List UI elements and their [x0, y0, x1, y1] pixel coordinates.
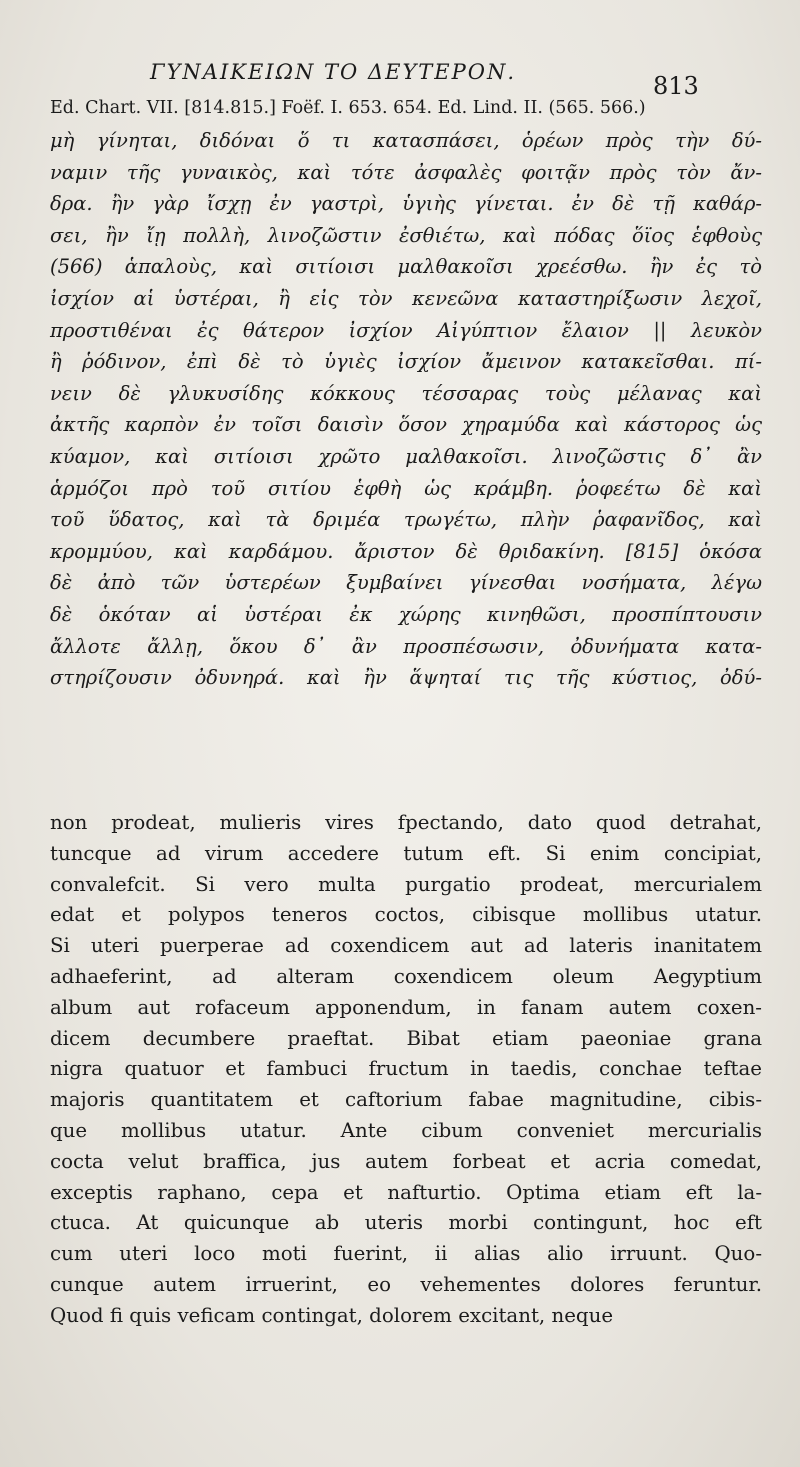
- latin-line: non prodeat, mulieris vires fpectando, dato quod detrahat,: [50, 811, 762, 834]
- latin-line: majoris quantitatem et caftorium fabae magnitudine, cibis-: [50, 1088, 762, 1112]
- greek-line: ἰσχίον αἱ ὑστέραι, ἢ εἰς τὸν κενεῶνα καταστηρίξωσιν λεχοῖ,: [50, 286, 762, 310]
- greek-line: νειν δὲ γλυκυσίδης κόκκους τέσσαρας τοὺς μέλανας καὶ: [50, 381, 762, 405]
- latin-line: nigra quatuor et fambuci fructum in taedis, conchae teftae: [50, 1057, 762, 1081]
- latin-text-block: [50, 808, 762, 1332]
- greek-line: στηρίζουσιν ὀδυνηρά. καὶ ἢν ἅψηταί τις τῆς κύστιος, ὀδύ-: [50, 666, 762, 690]
- latin-line: tuncque ad virum accedere tutum eft. Si enim concipiat,: [50, 841, 762, 865]
- greek-line: προστιθέναι ἐς θάτερον ἰσχίον Αἰγύπτιον ἔλαιον || λευκὸν: [50, 318, 762, 342]
- latin-line: edat et polypos teneros coctos, cibisque mollibus utatur.: [50, 903, 762, 927]
- greek-line: (566) ἁπαλοὺς, καὶ σιτίοισι μαλθακοῖσι χρεέσθω. ἢν ἐς τὸ: [50, 255, 762, 279]
- greek-text-block: [50, 125, 762, 694]
- latin-line: cocta velut braffica, jus autem forbeat et acria comedat,: [50, 1149, 762, 1173]
- latin-line: ctuca. At quicunque ab uteris morbi contingunt, hoc eft: [50, 1211, 762, 1235]
- greek-line: δὲ ὁκόταν αἱ ὑστέραι ἐκ χώρης κινηθῶσι, προσπίπτουσιν: [50, 602, 762, 626]
- latin-line: Si uteri puerperae ad coxendicem aut ad lateris inanitatem: [50, 934, 762, 958]
- greek-line: δρα. ἢν γὰρ ἴσχῃ ἐν γαστρὶ, ὑγιὴς γίνεται. ἐν δὲ τῇ καθάρ-: [50, 192, 762, 216]
- latin-line: exceptis raphano, cepa et nafturtio. Optima etiam eft la-: [50, 1180, 762, 1204]
- greek-line: ἀκτῆς καρπὸν ἐν τοῖσι δαισὶν ὅσον χηραμύδα καὶ κάστορος ὡς: [50, 413, 762, 437]
- greek-line: ναμιν τῆς γυναικὸς, καὶ τότε ἀσφαλὲς φοιτᾷν πρὸς τὸν ἄν-: [50, 160, 762, 184]
- page-number: 813: [653, 72, 699, 100]
- latin-line: dicem decumbere praeftat. Bibat etiam paeoniae grana: [50, 1026, 762, 1050]
- latin-line: adhaeferint, ad alteram coxendicem oleum Aegyptium: [50, 964, 762, 988]
- greek-line: τοῦ ὕδατος, καὶ τὰ δριμέα τρωγέτω, πλὴν ῥαφανῖδος, καὶ: [50, 508, 762, 532]
- greek-line: ἁρμόζοι πρὸ τοῦ σιτίου ἑφθὴ ὡς κράμβη. ῥοφεέτω δὲ καὶ: [50, 476, 762, 500]
- latin-line: que mollibus utatur. Ante cibum conveniet mercurialis: [50, 1118, 762, 1142]
- greek-line: ἄλλοτε ἄλλῃ, ὅκου δ᾽ ἂν προσπέσωσιν, ὀδυνήματα κατα-: [50, 634, 762, 658]
- greek-line: κρομμύου, καὶ καρδάμου. ἄριστον δὲ θριδακίνη. [815] ὁκόσα: [50, 539, 762, 563]
- greek-line: κύαμον, καὶ σιτίοισι χρῶτο μαλθακοῖσι. λινοζῶστις δ᾽ ἂν: [50, 444, 762, 468]
- latin-line: album aut rofaceum apponendum, in fanam autem coxen-: [50, 995, 762, 1019]
- greek-line: σει, ἢν ἴῃ πολλὴ, λινοζῶστιν ἐσθιέτω, καὶ πόδας ὅϊος ἑφθοὺς: [50, 223, 762, 247]
- latin-line: convalefcit. Si vero multa purgatio prodeat, mercurialem: [50, 872, 762, 896]
- latin-line: Quod fi quis veficam contingat, dolorem excitant, neque: [50, 1303, 614, 1327]
- latin-line: cum uteri loco moti fuerint, ii alias alio irruunt. Quo-: [50, 1242, 762, 1266]
- running-title: ΓΥΝΑΙΚΕΙΩΝ ΤΟ ΔΕΥΤΕΡΟΝ.: [150, 60, 517, 84]
- greek-line: δὲ ἀπὸ τῶν ὑστερέων ξυμβαίνει γίνεσθαι νοσήματα, λέγω: [50, 571, 762, 595]
- latin-line: cunque autem irruerint, eo vehementes dolores feruntur.: [50, 1272, 762, 1296]
- edition-reference-line: Ed. Chart. VII. [814.815.] Foëf. I. 653. 654. Ed. Lind. II. (565. 566.): [50, 98, 646, 118]
- greek-line: ἢ ῥόδινον, ἐπὶ δὲ τὸ ὑγιὲς ἰσχίον ἄμεινον κατακεῖσθαι. πί-: [50, 350, 762, 374]
- greek-line: μὴ γίνηται, διδόναι ὅ τι κατασπάσει, ὁρέων πρὸς τὴν δύ-: [50, 129, 762, 152]
